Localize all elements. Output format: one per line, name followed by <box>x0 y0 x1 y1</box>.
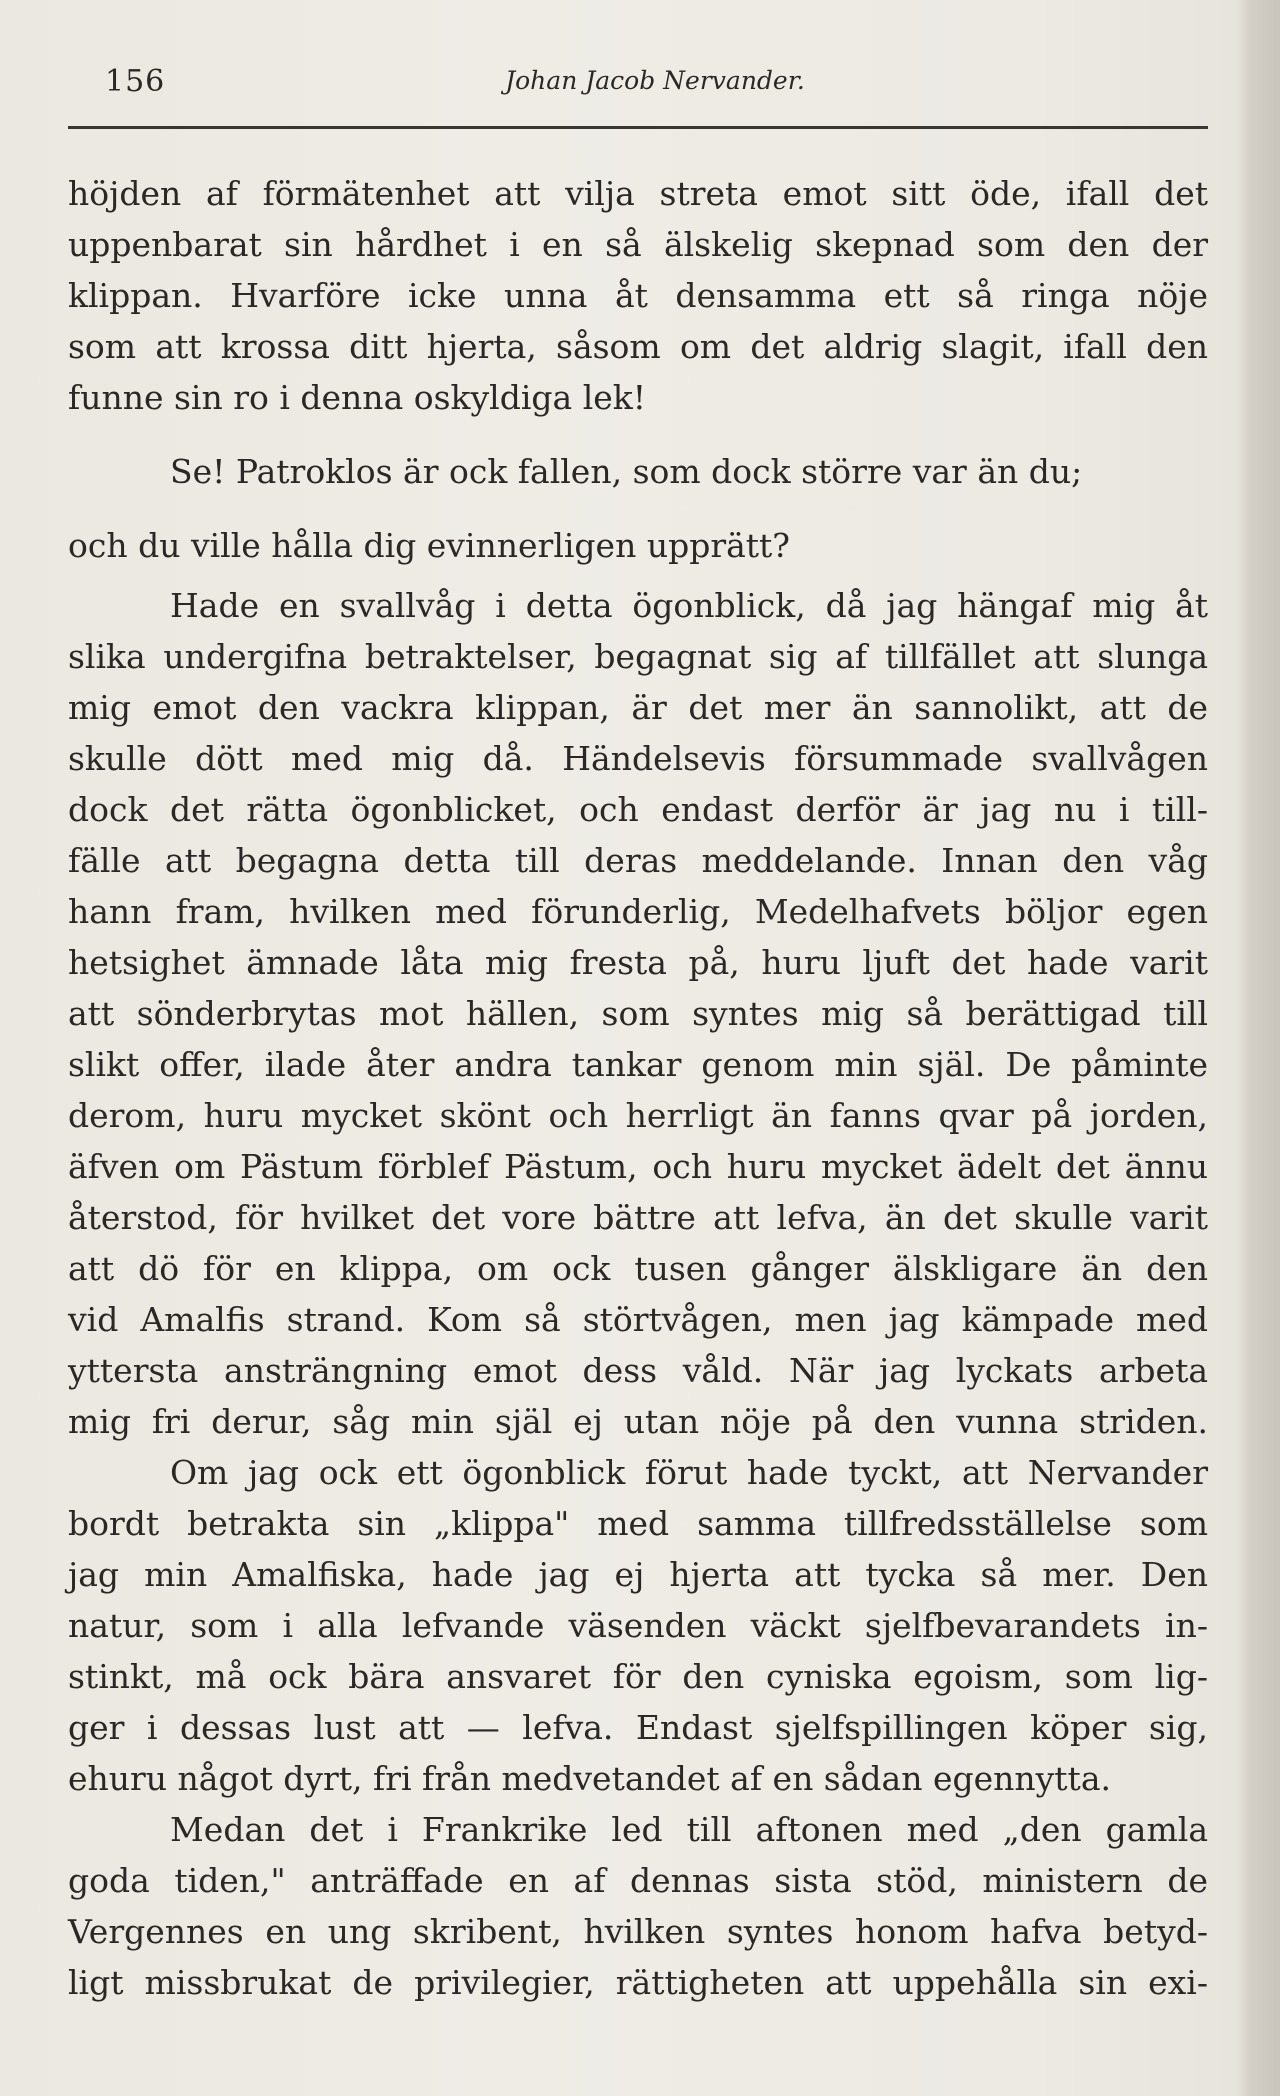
text-line: slika undergifna betraktelser, begagnat sig af tillfället att slunga <box>68 637 1208 676</box>
text-line: dock det rätta ögonblicket, och endast derför är jag nu i till- <box>68 790 1208 829</box>
page-edge-shadow <box>1236 0 1280 2096</box>
text-line: och du ville hålla dig evinnerligen upprätt? <box>68 526 790 565</box>
text-line: äfven om Pästum förblef Pästum, och huru mycket ädelt det ännu <box>68 1147 1208 1186</box>
paragraph <box>68 1447 1208 1804</box>
text-line: natur, som i alla lefvande väsenden väckt sjelfbevarandets in- <box>68 1606 1208 1645</box>
text-line: vid Amalfis strand. Kom så störtvågen, men jag kämpade med <box>68 1300 1208 1339</box>
text-line: Om jag ock ett ögonblick förut hade tyckt, att Nervander <box>170 1453 1208 1492</box>
text-line: funne sin ro i denna oskyldiga lek! <box>68 378 647 417</box>
body-text <box>68 168 1208 2008</box>
text-line: fälle att begagna detta till deras meddelande. Innan den våg <box>68 841 1208 880</box>
text-line: som att krossa ditt hjerta, såsom om det aldrig slagit, ifall den <box>68 327 1208 366</box>
text-line: att dö för en klippa, om ock tusen gånger älskligare än den <box>68 1249 1208 1288</box>
text-line: mig emot den vackra klippan, är det mer än sannolikt, att de <box>68 688 1208 727</box>
paragraph <box>68 446 1208 571</box>
paragraph <box>68 1804 1208 2008</box>
text-line: höjden af förmätenhet att vilja streta emot sitt öde, ifall det <box>68 174 1208 213</box>
text-line: derom, huru mycket skönt och herrligt än fanns qvar på jorden, <box>68 1096 1208 1135</box>
text-line: ger i dessas lust att — lefva. Endast sjelfspillingen köper sig, <box>68 1708 1208 1747</box>
text-line: jag min Amalfiska, hade jag ej hjerta att tycka så mer. Den <box>68 1555 1208 1594</box>
page-number: 156 <box>105 64 166 99</box>
text-line: stinkt, må ock bära ansvaret för den cyniska egoism, som lig- <box>68 1657 1208 1696</box>
paragraph <box>68 580 1208 1447</box>
text-line: ligt missbrukat de privilegier, rättigheten att uppehålla sin exi- <box>68 1963 1208 2002</box>
text-line: Hade en svallvåg i detta ögonblick, då jag hängaf mig åt <box>170 586 1208 625</box>
text-line: hetsighet ämnade låta mig fresta på, huru ljuft det hade varit <box>68 943 1208 982</box>
text-line: klippan. Hvarföre icke unna åt densamma ett så ringa nöje <box>68 276 1208 315</box>
text-line: uppenbarat sin hårdhet i en så älskelig skepnad som den der <box>68 225 1208 264</box>
page-header <box>105 64 1205 112</box>
text-line: ehuru något dyrt, fri från medvetandet af en sådan egennytta. <box>68 1759 1111 1798</box>
text-line: goda tiden," anträffade en af dennas sista stöd, ministern de <box>68 1861 1208 1900</box>
text-line: skulle dött med mig då. Händelsevis försummade svallvågen <box>68 739 1208 778</box>
text-line: att sönderbrytas mot hällen, som syntes mig så berättigad till <box>68 994 1208 1033</box>
text-line: bordt betrakta sin „klippa" med samma tillfredsställelse som <box>68 1504 1208 1543</box>
running-title: Johan Jacob Nervander. <box>505 66 805 95</box>
text-line: mig fri derur, såg min själ ej utan nöje på den vunna striden. <box>68 1402 1208 1441</box>
text-line: Medan det i Frankrike led till aftonen med „den gamla <box>170 1810 1208 1849</box>
text-line: Vergennes en ung skribent, hvilken syntes honom hafva betyd- <box>68 1912 1208 1951</box>
header-rule <box>68 126 1208 129</box>
text-line: hann fram, hvilken med förunderlig, Medelhafvets böljor egen <box>68 892 1208 931</box>
text-line: Se! Patroklos är ock fallen, som dock större var än du; <box>170 452 1083 491</box>
text-line: yttersta ansträngning emot dess våld. När jag lyckats arbeta <box>68 1351 1208 1390</box>
text-line: slikt offer, ilade åter andra tankar genom min själ. De påminte <box>68 1045 1208 1084</box>
text-line: återstod, för hvilket det vore bättre att lefva, än det skulle varit <box>68 1198 1208 1237</box>
paragraph <box>68 168 1208 423</box>
